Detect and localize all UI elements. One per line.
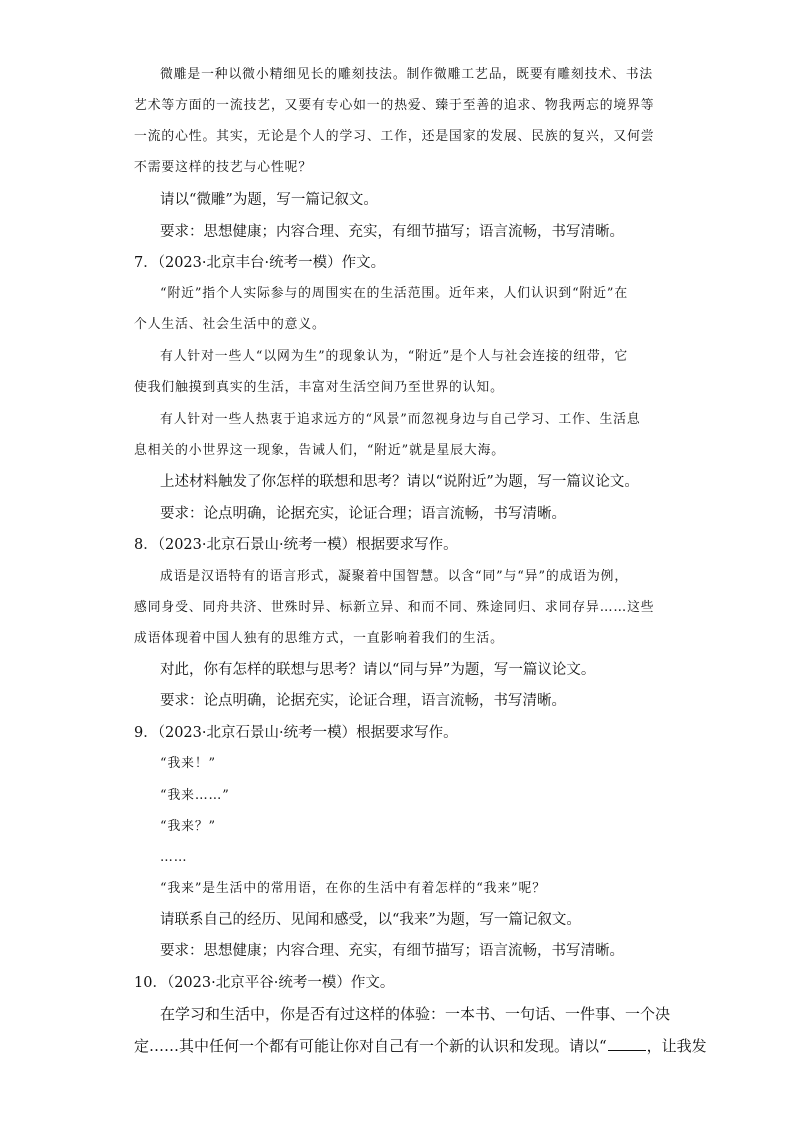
q7-requirement: 要求：论点明确，论据充实，论证合理；语言流畅，书写清晰。 xyxy=(160,506,566,522)
fill-in-blank xyxy=(608,1038,646,1051)
q9-material-line-4: …… xyxy=(160,850,188,865)
q10-header: 10．（2023·北京平谷·统考一模）作文。 xyxy=(134,975,395,991)
q8-task: 对此，你有怎样的联想与思考？请以“同与异”为题，写一篇议论文。 xyxy=(160,662,596,678)
q6-task: 请以“微雕”为题，写一篇记叙文。 xyxy=(160,192,378,208)
q9-material-line-3: “我来？” xyxy=(160,819,216,834)
q8-material-line-1: 成语是汉语特有的语言形式，凝聚着中国智慧。以含“同”与“异”的成语为例， xyxy=(160,569,629,584)
q7-material-line-4: 使我们触摸到真实的生活，丰富对生活空间乃至世界的认知。 xyxy=(134,380,504,395)
q9-material-line-1: “我来！” xyxy=(160,756,216,771)
q9-material-line-5: “我来”是生活中的常用语，在你的生活中有着怎样的“我来”呢？ xyxy=(160,881,546,896)
q7-material-line-5: 有人针对一些人热衷于追求远方的“风景”而忽视身边与自己学习、工作、生活息 xyxy=(160,412,641,427)
q9-requirement: 要求：思想健康；内容合理、充实，有细节描写；语言流畅，书写清晰。 xyxy=(160,943,624,959)
q9-material-line-2: “我来……” xyxy=(160,788,230,803)
q6-material-line-3: 一流的心性。其实，无论是个人的学习、工作，还是国家的发展、民族的复兴，又何尝 xyxy=(134,129,655,144)
q10-line-2-before: 定……其中任何一个都有可能让你对自己有一个新的认识和发现。请以“ xyxy=(134,1037,607,1055)
q7-material-line-1: “附近”指个人实际参与的周围实在的生活范围。近年来，人们认识到“附近”在 xyxy=(160,286,629,301)
q6-material-line-2: 艺术等方面的一流技艺，又要有专心如一的热爱、臻于至善的追求、物我两忘的境界等 xyxy=(134,98,655,113)
q6-material-line-1: 微雕是一种以微小精细见长的雕刻技法。制作微雕工艺品，既要有雕刻技术、书法 xyxy=(160,67,654,82)
q7-material-line-3: 有人针对一些人“以网为生”的现象认为，“附近”是个人与社会连接的纽带，它 xyxy=(160,349,629,364)
q7-header: 7．（2023·北京丰台·统考一模）作文。 xyxy=(134,255,386,271)
q9-task: 请联系自己的经历、见闻和感受，以“我来”为题，写一篇记叙文。 xyxy=(160,912,581,928)
q6-requirement: 要求：思想健康；内容合理、充实，有细节描写；语言流畅，书写清晰。 xyxy=(160,224,624,240)
q10-line-2 xyxy=(134,1037,707,1055)
q8-material-line-2: 感同身受、同舟共济、世殊时异、标新立异、和而不同、殊途同归、求同存异……这些 xyxy=(134,600,655,615)
q7-task: 上述材料触发了你怎样的联想和思考？请以“说附近”为题，写一篇议论文。 xyxy=(160,474,639,490)
q8-header: 8．（2023·北京石景山·统考一模）根据要求写作。 xyxy=(134,537,458,553)
q10-line-1: 在学习和生活中，你是否有过这样的体验：一本书、一句话、一件事、一个决 xyxy=(160,1005,671,1023)
q8-requirement: 要求：论点明确，论据充实，论证合理，语言流畅，书写清晰。 xyxy=(160,693,566,709)
q6-material-line-4: 不需要这样的技艺与心性呢？ xyxy=(134,160,313,175)
q7-material-line-2: 个人生活、社会生活中的意义。 xyxy=(134,317,326,332)
q8-material-line-3: 成语体现着中国人独有的思维方式，一直影响着我们的生活。 xyxy=(134,631,504,646)
q10-line-2-after: ，让我发 xyxy=(646,1037,707,1055)
q7-material-line-6: 息相关的小世界这一现象，告诫人们，“附近”就是星辰大海。 xyxy=(134,443,506,458)
q9-header: 9．（2023·北京石景山·统考一模）根据要求写作。 xyxy=(134,725,458,741)
